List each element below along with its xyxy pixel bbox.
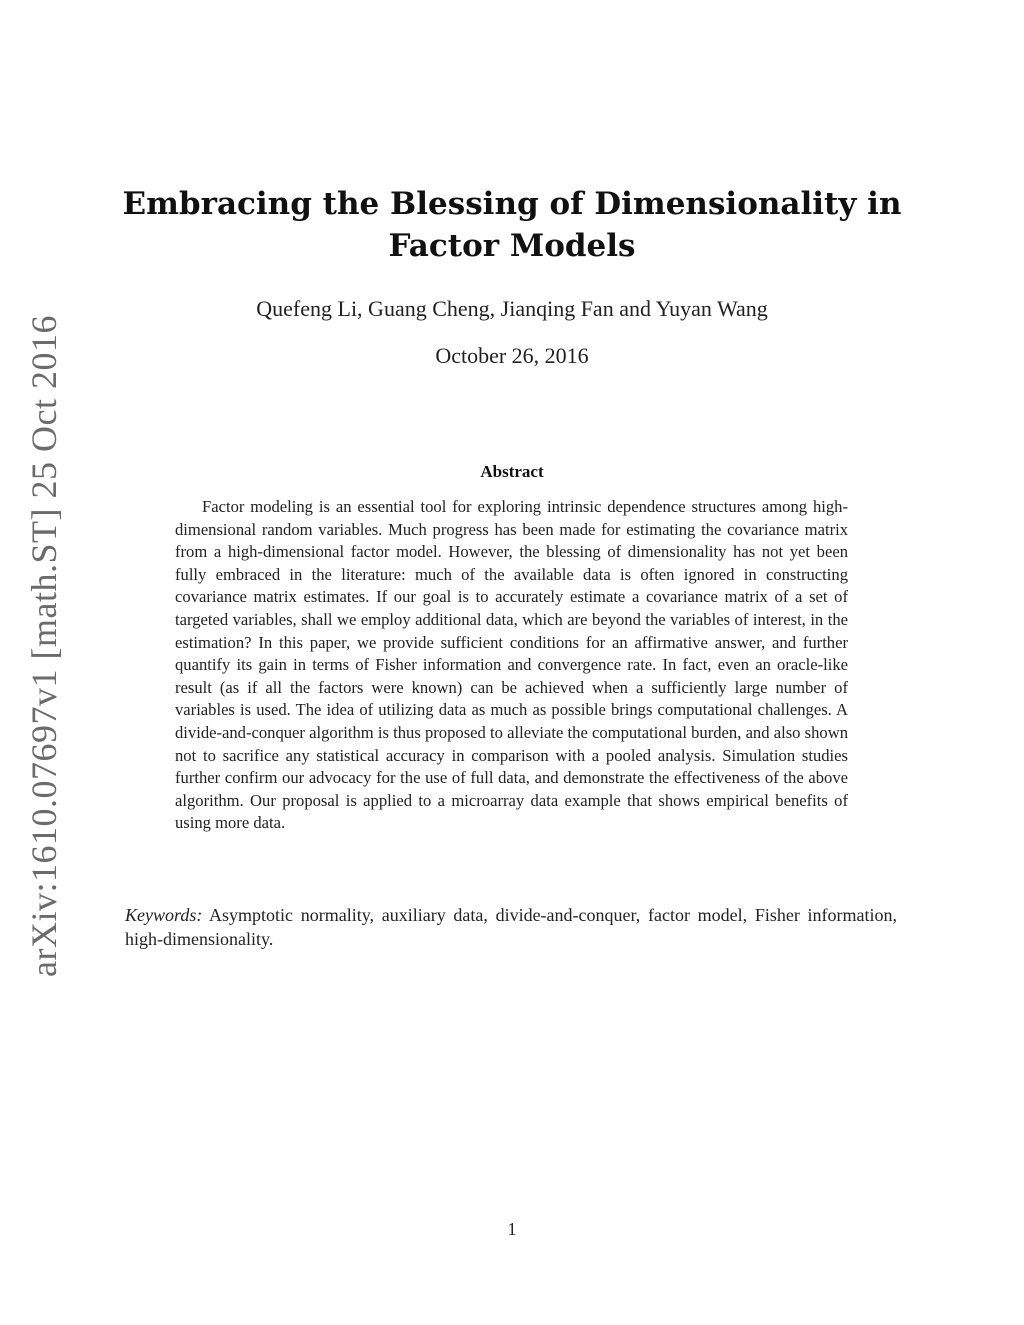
arxiv-identifier-stamp: arXiv:1610.07697v1 [math.ST] 25 Oct 2016 [24, 315, 64, 977]
abstract-heading: Abstract [480, 462, 544, 481]
keywords-text: Asymptotic normality, auxiliary data, divide-and-conquer, factor model, Fisher information, high-dimensionality. [125, 905, 897, 949]
page-number: 1 [507, 1219, 517, 1239]
abstract-body: Factor modeling is an essential tool for exploring intrinsic dependence structures among high-dimensional random variables. Much progress has been made for estimating the covariance matrix from a high-dimensional factor model. However, the blessing of dimensionality has not yet been fully embraced in the literature: much of the available data is often ignored in constructing covariance matrix estimates. If our goal is to accurately estimate a covariance matrix of a set of targeted variables, shall we employ additional data, which are beyond the variables of interest, in the estimation? In this paper, we provide sufficient conditions for an affirmative answer, and further quantify its gain in terms of Fisher information and convergence rate. In fact, even an oracle-like result (as if all the factors were known) can be achieved when a sufficiently large number of variables is used. The idea of utilizing data as much as possible brings computational challenges. A divide-and-conquer algorithm is thus proposed to alleviate the computational burden, and also shown not to sacrifice any statistical accuracy in comparison with a pooled analysis. Simulation studies further confirm our advocacy for the use of full data, and demonstrate the effectiveness of the above algorithm. Our proposal is applied to a microarray data example that shows empirical benefits of using more data. [175, 497, 848, 833]
author-list: Quefeng Li, Guang Cheng, Jianqing Fan and Yuyan Wang [256, 296, 768, 321]
publication-date: October 26, 2016 [435, 343, 589, 368]
paper-title: Embracing the Blessing of Dimensionality in Factor Models [122, 186, 902, 264]
keywords-label: Keywords: [125, 905, 203, 925]
keywords-section [125, 903, 897, 951]
